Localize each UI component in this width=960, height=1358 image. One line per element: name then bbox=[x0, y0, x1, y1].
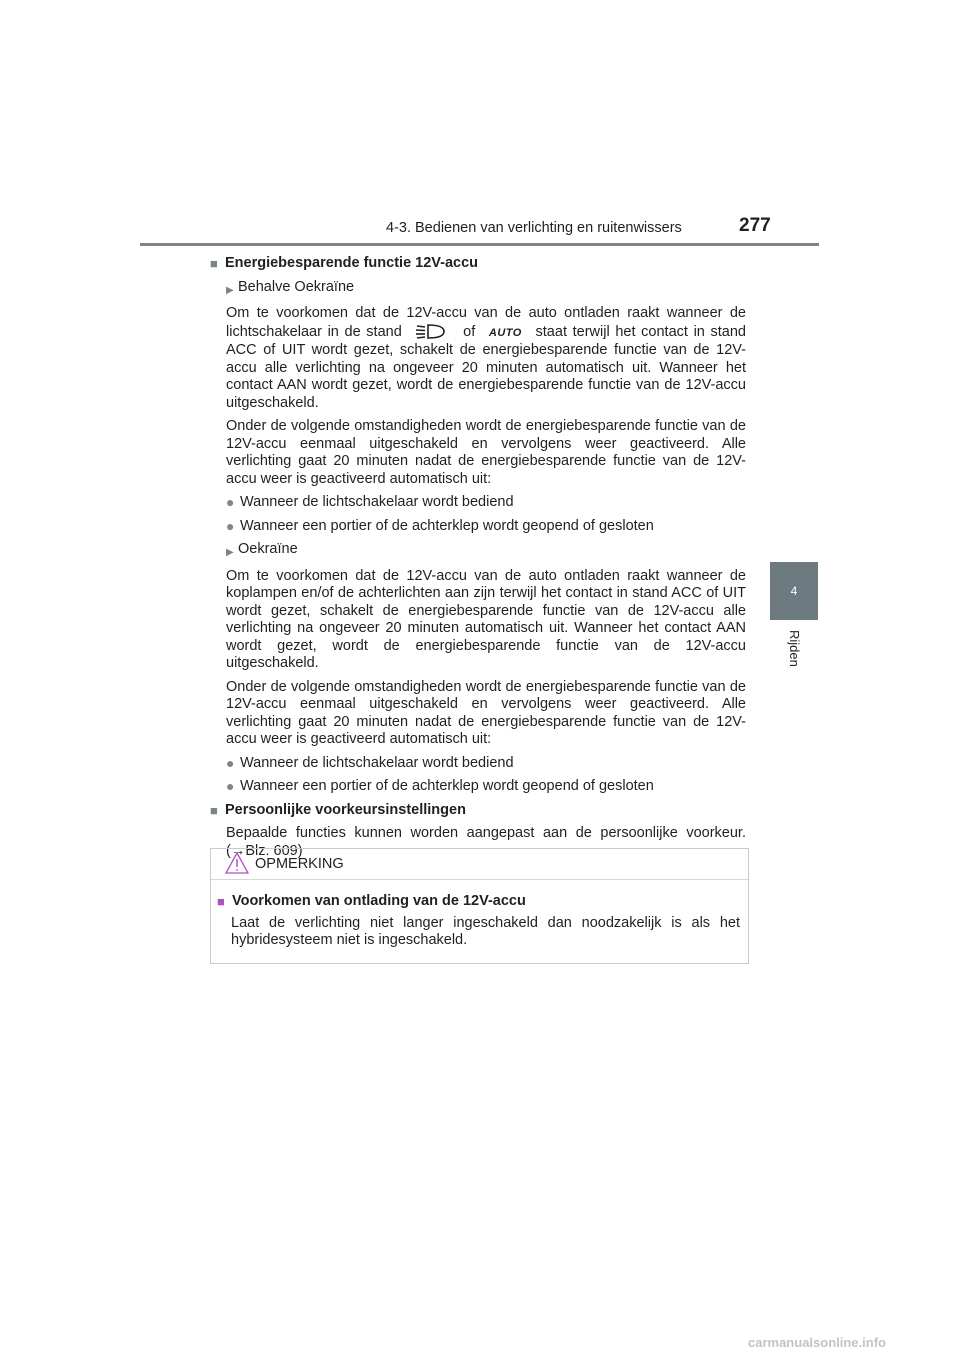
paragraph: Om te voorkomen dat de 12V-accu van de auto ontladen raakt wanneer de koplampen en/of de achterlichten aan zijn terwijl het contact in stand ACC of UIT wordt gezet, schakelt de energiebesparende functie van de 12V-accu alle verlichting na ongeveer 20 minuten automatisch uit. Wanneer het contact AAN wordt gezet, wordt de energiebesparende functie van de 12V-accu uitgeschakeld. bbox=[226, 567, 746, 671]
bullet-item: ● Wanneer de lichtschakelaar wordt bediend bbox=[226, 494, 514, 510]
bullet-item: ● Wanneer een portier of de achterklep wordt geopend of gesloten bbox=[226, 778, 654, 794]
section-heading: ■ Energiebesparende functie 12V-accu bbox=[210, 255, 479, 271]
square-marker: ■ bbox=[217, 894, 225, 909]
paragraph: Onder de volgende omstandigheden wordt de energiebesparende functie van de 12V-accu eenmaal uitgeschakeld en vervolgens weer geactiveerd. Alle verlichting gaat 20 minuten nadat de energiebesparende functie van de 12V-accu weer is geactiveerd automatisch uit: bbox=[226, 418, 746, 487]
bullet-item: ● Wanneer de lichtschakelaar wordt bediend bbox=[226, 754, 514, 771]
warning-icon bbox=[225, 852, 249, 874]
side-label: Rijden bbox=[787, 630, 802, 667]
content bbox=[210, 255, 746, 866]
paragraph: Onder de volgende omstandigheden wordt de energiebesparende functie van de 12V-accu eenmaal uitgeschakeld en vervolgens weer geactiveerd. Alle verlichting gaat 20 minuten nadat de energiebesparende functie van de 12V-accu weer is geactiveerd automatisch uit: bbox=[226, 678, 746, 747]
note-header bbox=[211, 849, 748, 880]
bullet-marker: ● bbox=[226, 517, 235, 534]
header-title: 4-3. Bedienen van verlichting en ruitenwissers bbox=[386, 220, 682, 236]
bullet-marker: ● bbox=[226, 494, 235, 510]
triangle-marker: ▶ bbox=[226, 547, 234, 558]
header-rule bbox=[140, 243, 819, 246]
bullet-item: ● Wanneer een portier of de achterklep wordt geopend of gesloten bbox=[226, 517, 654, 534]
section-heading: ■ Persoonlijke voorkeursinstellingen bbox=[210, 801, 466, 818]
note-body bbox=[211, 880, 748, 950]
triangle-marker: ▶ bbox=[226, 284, 234, 296]
note-title: OPMERKING bbox=[255, 856, 344, 872]
side-tab bbox=[770, 562, 818, 620]
bullet-marker: ● bbox=[226, 778, 235, 794]
bullet-marker: ● bbox=[226, 754, 235, 771]
paragraph: Om te voorkomen dat de 12V-accu van de auto ontladen raakt wanneer de lichtschakelaar in de stand of AUTO staat terwijl het contact in stand ACC of UIT wordt gezet, schakelt de energiebesparende functie van de 12V-accu alle verlichting na ongeveer 20 minuten automatisch uit. Wanneer het contact AAN wordt gezet, wordt de energiebesparende functie van de 12V-accu uitgeschakeld. bbox=[226, 305, 747, 411]
square-marker: ■ bbox=[210, 256, 218, 271]
note-heading: ■ Voorkomen van ontlading van de 12V-accu bbox=[217, 893, 526, 909]
note-box bbox=[210, 848, 749, 964]
subheading: ▶ Oekraïne bbox=[210, 541, 746, 562]
note-text: Laat de verlichting niet langer ingeschakeld dan noodzakelijk is als het hybridesysteem niet is ingeschakeld. bbox=[231, 914, 740, 948]
auto-label: AUTO bbox=[488, 326, 522, 339]
watermark: carmanualsonline.info bbox=[748, 1335, 886, 1350]
square-marker: ■ bbox=[210, 802, 218, 818]
paragraph: Bepaalde functies kunnen worden aangepast aan de persoonlijke voorkeur. (→Blz. 609) bbox=[226, 825, 746, 859]
headlight-icon bbox=[413, 323, 451, 339]
page-number: 277 bbox=[739, 215, 771, 236]
side-tab-number: 4 bbox=[790, 584, 798, 598]
subheading: ▶ Behalve Oekraïne bbox=[210, 279, 746, 300]
